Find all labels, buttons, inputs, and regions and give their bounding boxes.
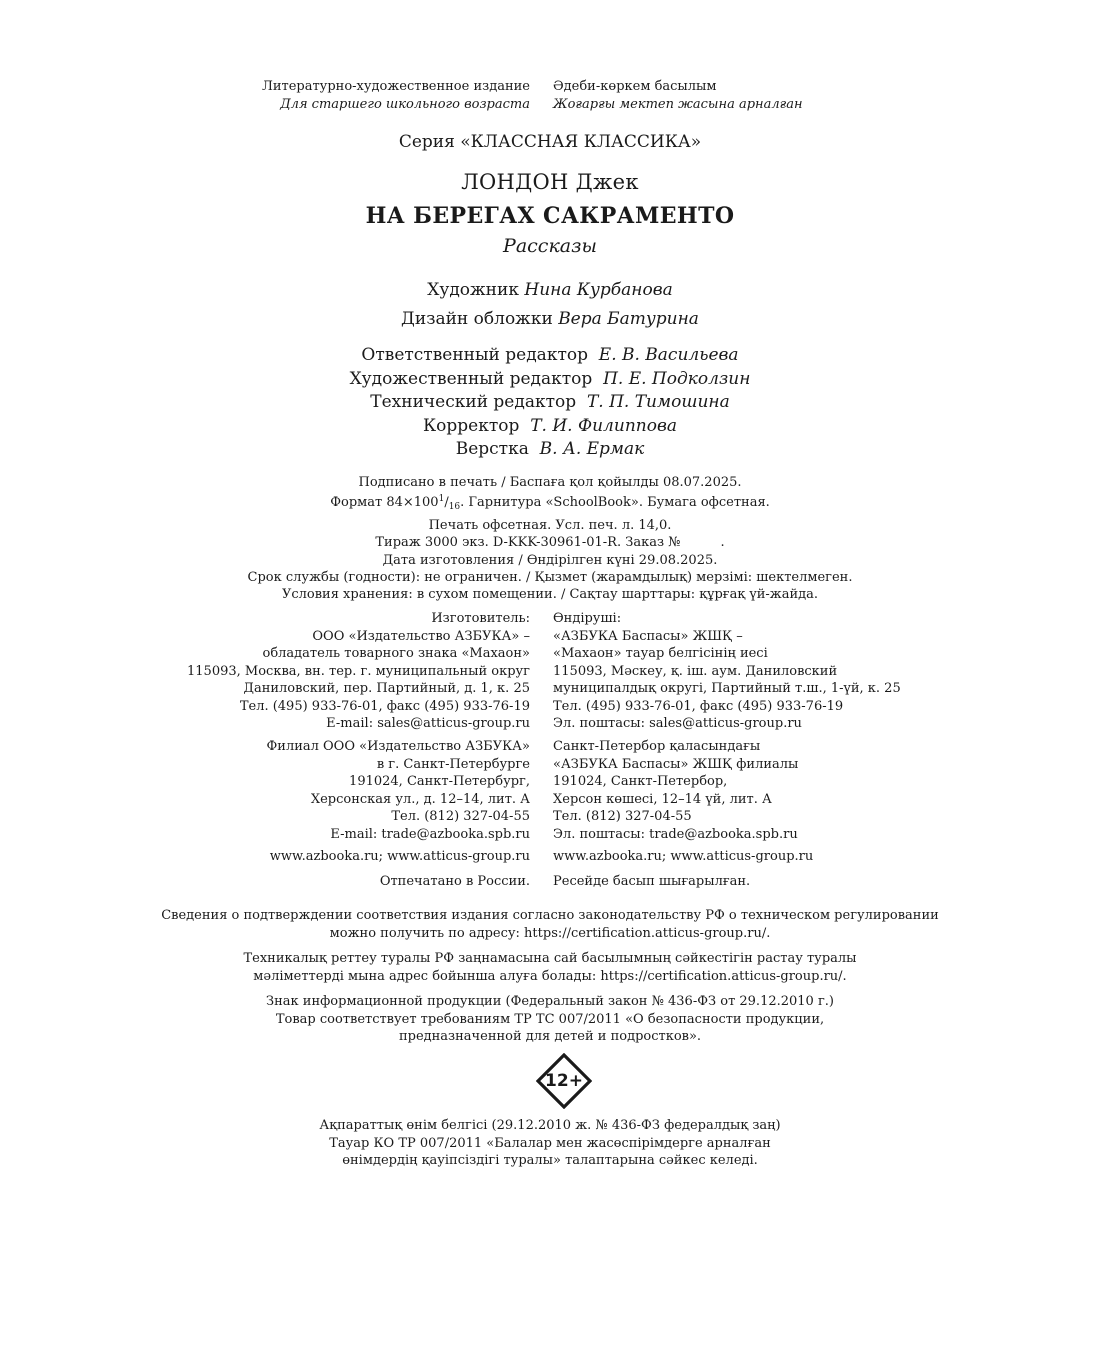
- branch-line: Херсон көшесі, 12–14 үй, лит. А: [553, 791, 772, 807]
- manufacturer-line: «Махаон» тауар белгісінің иесі: [553, 646, 768, 661]
- manufacturer-block: [0, 610, 1100, 733]
- staff-role: Технический редактор: [370, 392, 577, 412]
- credit-person: Вера Батурина: [558, 309, 699, 329]
- manufacturer-line: 115093, Москва, вн. тер. г. муниципальный округ: [187, 663, 530, 679]
- info-product-ru: [0, 993, 1100, 1046]
- print-run-text: Тираж 3000 экз. D-KKK-30961-01-R. Заказ №: [375, 535, 681, 551]
- manufacturer-email: Эл. поштасы: sales@atticus-group.ru: [553, 716, 802, 731]
- staff-role: Корректор: [423, 415, 520, 436]
- print-run-end: .: [720, 535, 725, 551]
- edition-header: [0, 78, 1100, 114]
- branch-line: Филиал ООО «Издательство АЗБУКА»: [266, 739, 530, 754]
- manufacturer-line: муниципалдық округі, Партийный т.ш., 1-үй, к. 25: [553, 681, 901, 696]
- certification-line: мәліметтерді мына адрес бойынша алуға болады: https://certification.atticus-group.ru/.: [253, 968, 847, 984]
- format-numerator: 1: [438, 494, 445, 505]
- staff-technical-editor: [0, 391, 1100, 415]
- certification-line: можно получить по адресу: https://certification.atticus-group.ru/.: [329, 925, 771, 941]
- edition-type-ru: Литературно-художественное издание: [262, 79, 530, 94]
- print-date-made: Дата изготовления / Өндірілген күні 29.08.2025.: [382, 552, 718, 568]
- staff-block: [0, 344, 1100, 462]
- age-audience-ru: Для старшего школьного возраста: [280, 97, 530, 112]
- certification-line: Сведения о подтверждении соответствия издания согласно законодательству РФ о техническом регулировании: [161, 908, 939, 923]
- staff-person: Т. И. Филиппова: [530, 415, 677, 436]
- certification-line: Техникалық реттеу туралы РФ заңнамасына сай басылымның сәйкестігін растау туралы: [243, 951, 857, 966]
- info-product-line: Тауар КО ТР 007/2011 «Балалар мен жасөспірімдерге арналған: [329, 1135, 771, 1151]
- edition-header-ru: [0, 78, 553, 114]
- manufacturer-kz: [553, 610, 1100, 733]
- staff-person: Т. П. Тимошина: [586, 392, 730, 412]
- branch-line: 191024, Санкт-Петербург,: [349, 774, 530, 789]
- credit-role: Дизайн обложки: [401, 309, 553, 329]
- branch-email: Эл. поштасы: trade@azbooka.spb.ru: [553, 826, 798, 842]
- age-rating-label: 12+: [545, 1071, 583, 1091]
- info-product-kz: [0, 1117, 1100, 1170]
- info-product-line: предназначенной для детей и подростков».: [398, 1029, 702, 1044]
- manufacturer-line: Тел. (495) 933-76-01, факс (495) 933-76-19: [239, 698, 530, 714]
- format-denominator: 16: [448, 502, 461, 513]
- website-links-kz: www.azbooka.ru; www.atticus-group.ru: [553, 849, 814, 864]
- book-title: НА БЕРЕГАХ САКРАМЕНТО: [365, 203, 735, 229]
- staff-role: Ответственный редактор: [361, 345, 588, 365]
- print-info: [0, 474, 1100, 604]
- website-links-ru: www.azbooka.ru; www.atticus-group.ru: [269, 849, 530, 864]
- branch-ru: [0, 738, 553, 843]
- print-format: Формат $84\times 100^1/_{16}$. Гарнитура «SchoolBook». Бумага офсетная.: [330, 494, 770, 513]
- manufacturer-ru: [0, 610, 553, 733]
- print-storage: Условия хранения: в сухом помещении. / Сақтау шарттары: құрғақ үй-жайда.: [281, 587, 819, 603]
- manufacturer-line: обладатель товарного знака «Махаон»: [262, 646, 530, 661]
- print-run: [0, 534, 1100, 551]
- staff-art-editor: [0, 368, 1100, 392]
- author-name: ЛОНДОН Джек: [461, 170, 639, 194]
- credit-illustrator: [0, 276, 1100, 305]
- credit-cover-design: [0, 305, 1100, 334]
- branch-email: E-mail: trade@azbooka.spb.ru: [330, 826, 530, 842]
- book-genre: Рассказы: [503, 235, 597, 257]
- print-type: Печать офсетная. Усл. печ. л. 14,0.: [428, 517, 672, 533]
- age-rating-badge: [536, 1053, 592, 1109]
- edition-header-kz: [553, 78, 1100, 114]
- manufacturer-line: «АЗБУКА Баспасы» ЖШҚ –: [553, 628, 743, 644]
- staff-role: Художественный редактор: [349, 368, 593, 389]
- websites-block: [0, 849, 1100, 864]
- manufacturer-line: Тел. (495) 933-76-01, факс (495) 933-76-19: [553, 698, 844, 714]
- branch-line: Херсонская ул., д. 12–14, лит. А: [310, 791, 530, 807]
- info-product-line: өнімдердің қауіпсіздігі туралы» талаптарына сәйкес келеді.: [342, 1153, 758, 1168]
- info-product-line: Ақпараттық өнім белгісі (29.12.2010 ж. № 436-ФЗ федералдық заң): [319, 1118, 781, 1133]
- credits-block: [0, 276, 1100, 334]
- age-audience-kz: Жоғарғы мектеп жасына арналған: [553, 97, 803, 112]
- manufacturer-line: Даниловский, пер. Партийный, д. 1, к. 25: [243, 681, 530, 696]
- branch-block: [0, 738, 1100, 843]
- staff-proofreader: [0, 415, 1100, 439]
- staff-executive-editor: [0, 344, 1100, 368]
- branch-line: в г. Санкт-Петербурге: [376, 756, 530, 772]
- printed-in-kz: Ресейде басып шығарылған.: [553, 874, 751, 889]
- staff-person: Е. В. Васильева: [598, 345, 739, 365]
- manufacturer-line: ООО «Издательство АЗБУКА» –: [312, 628, 530, 644]
- branch-line: «АЗБУКА Баспасы» ЖШҚ филиалы: [553, 756, 799, 772]
- print-signed: Подписано в печать / Баспаға қол қойылды 08.07.2025.: [358, 475, 742, 490]
- info-product-line: Знак информационной продукции (Федеральный закон № 436-ФЗ от 29.12.2010 г.): [266, 994, 834, 1009]
- staff-layout: [0, 438, 1100, 462]
- branch-line: 191024, Санкт-Петербор,: [553, 774, 728, 789]
- manufacturer-email: E-mail: sales@atticus-group.ru: [326, 716, 530, 731]
- branch-kz: [553, 738, 1100, 843]
- manufacturer-line: Изготовитель:: [431, 611, 530, 626]
- printed-in-block: [0, 874, 1100, 889]
- certification-ru: [0, 907, 1100, 942]
- edition-type-kz: Әдеби-көркем басылым: [553, 79, 717, 94]
- info-product-line: Товар соответствует требованиям ТР ТС 007/2011 «О безопасности продукции,: [275, 1011, 825, 1027]
- branch-line: Тел. (812) 327-04-55: [391, 809, 530, 824]
- format-prefix: Формат 84×100: [330, 495, 439, 511]
- printed-in-ru: Отпечатано в России.: [379, 874, 530, 889]
- branch-line: Санкт-Петербор қаласындағы: [553, 739, 761, 754]
- manufacturer-line: Өндіруші:: [553, 611, 622, 626]
- credit-role: Художник: [427, 280, 519, 300]
- print-service-life: Срок службы (годности): не ограничен. / Қызмет (жарамдылық) мерзімі: шектелмеген.: [247, 570, 853, 586]
- staff-role: Верстка: [455, 439, 529, 459]
- certification-kz: [0, 950, 1100, 985]
- format-suffix: . Гарнитура «SchoolBook». Бумага офсетная.: [460, 495, 770, 511]
- manufacturer-line: 115093, Мәскеу, қ. іш. аум. Даниловский: [553, 663, 838, 679]
- staff-person: В. А. Ермак: [539, 439, 645, 459]
- series-name: Серия «КЛАССНАЯ КЛАССИКА»: [398, 132, 702, 152]
- staff-person: П. Е. Подколзин: [603, 368, 751, 389]
- branch-line: Тел. (812) 327-04-55: [553, 809, 692, 824]
- credit-person: Нина Курбанова: [524, 280, 673, 300]
